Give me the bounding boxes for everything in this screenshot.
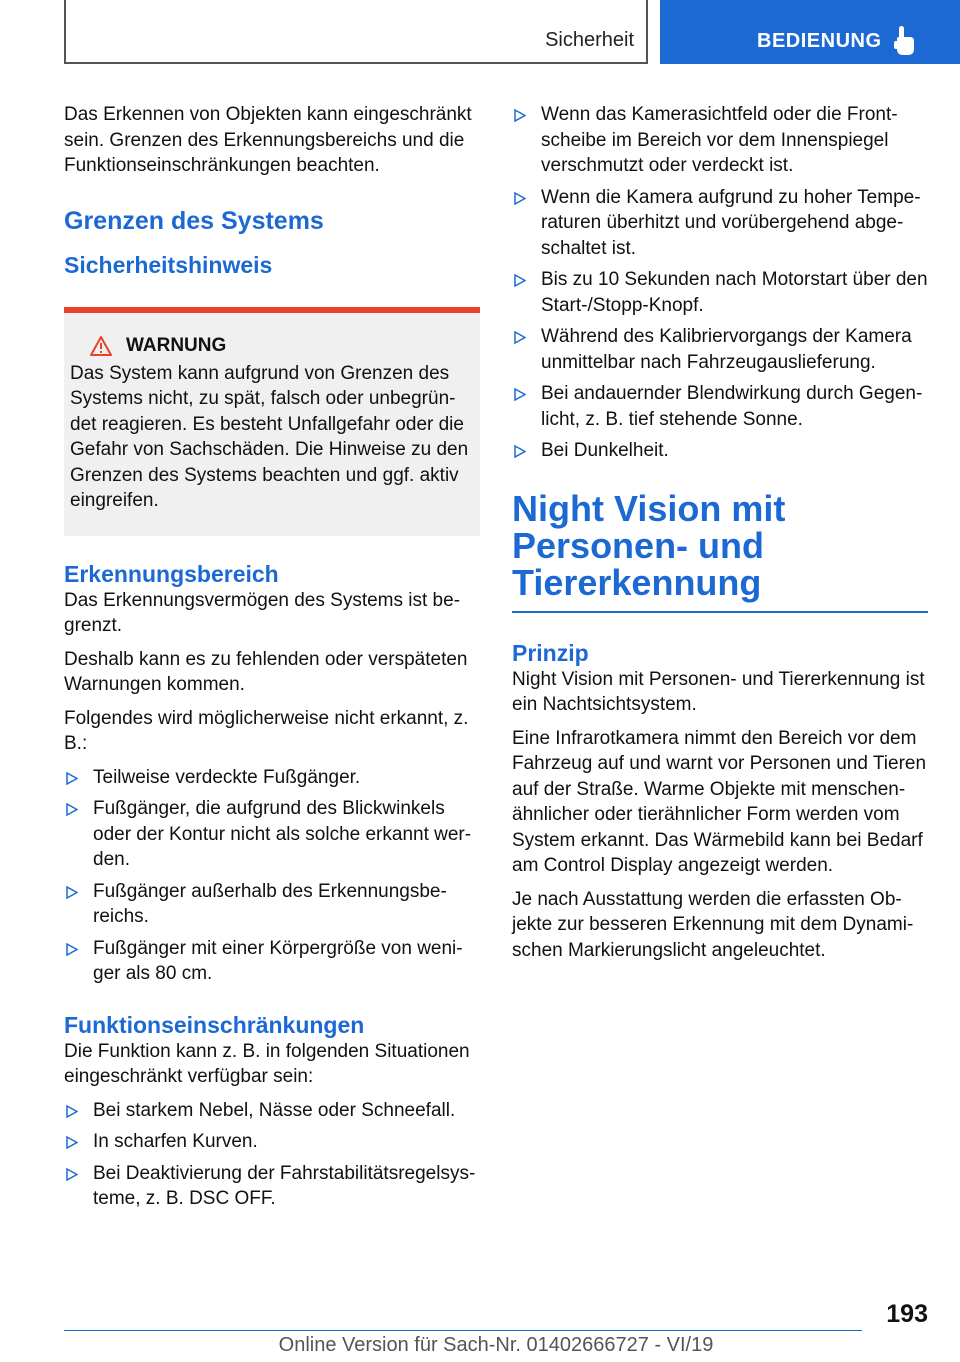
bullet-triangle-icon — [514, 274, 526, 287]
funktion-list — [64, 1098, 480, 1212]
list-item-text: Wenn die Kamera aufgrund zu hoher Temperaturen überhitzt und vorübergehend abgeschaltet ist. — [541, 186, 921, 259]
list-item — [64, 936, 480, 987]
heading-prinzip: Prinzip — [512, 639, 589, 666]
header-section-label: Sicherheit — [545, 29, 634, 51]
list-item-text: Während des Kalibriervorgangs der Kamera unmittelbar nach Fahrzeugauslieferung. — [541, 326, 912, 373]
header-chapter-tab — [660, 0, 960, 64]
page-number: 193 — [886, 1300, 928, 1328]
list-item — [512, 324, 928, 375]
bullet-triangle-icon — [514, 445, 526, 458]
header-chapter-label: BEDIENUNG — [757, 30, 882, 52]
bullet-triangle-icon — [66, 943, 78, 956]
bullet-triangle-icon — [66, 1136, 78, 1149]
warning-title-row — [70, 335, 474, 357]
bullet-triangle-icon — [66, 1105, 78, 1118]
heading-funktionseinschraenkungen: Funktionseinschränkungen — [64, 1011, 365, 1038]
heading-night-vision: Night Vision mit Personen- und Tiererkennung — [512, 490, 928, 613]
heading-grenzen-des-systems: Grenzen des Systems — [64, 206, 324, 235]
bullet-triangle-icon — [66, 803, 78, 816]
footer-text: Online Version für Sach-Nr. 01402666727 - VI/19 — [278, 1334, 714, 1356]
erkennung-paragraph-1: Das Erkennungsvermögen des Systems ist begrenzt. — [64, 589, 461, 636]
bullet-triangle-icon — [514, 388, 526, 401]
list-item — [512, 185, 928, 262]
list-item — [64, 1161, 480, 1212]
warning-text: Das System kann aufgrund von Grenzen des Systems nicht, zu spät, falsch oder unbegründet reagieren. Es besteht Unfallgefahr oder die Gefahr von Sachschäden. Die Hinweise zu den Grenzen des Systems beachten und ggf. aktiv eingreifen. — [70, 362, 469, 511]
intro-paragraph: Das Erkennen von Objekten kann eingeschränkt sein. Grenzen des Erkennungsbereichs und die Funktionseinschränkungen beachten. — [64, 104, 472, 176]
prinzip-paragraph-1: Night Vision mit Personen- und Tiererkennung ist ein Nachtsichtsystem. — [512, 668, 925, 715]
list-item — [64, 765, 480, 791]
list-item-text: Bei Deaktivierung der Fahrstabilitätsregelsysteme, z. B. DSC OFF. — [93, 1162, 476, 1209]
list-item — [64, 1129, 480, 1155]
list-item-text: Bei andauernder Blendwirkung durch Gegenlicht, z. B. tief stehende Sonne. — [541, 383, 923, 430]
erkennung-list — [64, 765, 480, 987]
footer-rule — [64, 1330, 862, 1331]
heading-erkennungsbereich: Erkennungsbereich — [64, 560, 279, 587]
erkennung-paragraph-3: Folgendes wird möglicherweise nicht erkannt, z. B.: — [64, 707, 469, 754]
bullet-triangle-icon — [514, 192, 526, 205]
pointing-hand-icon — [894, 26, 916, 56]
warning-box — [64, 307, 480, 536]
list-item — [512, 381, 928, 432]
list-item-text: Bei Dunkelheit. — [541, 440, 669, 461]
left-column — [64, 102, 480, 1220]
list-item-text: In scharfen Kurven. — [93, 1131, 258, 1152]
list-item — [64, 879, 480, 930]
bullet-triangle-icon — [66, 886, 78, 899]
list-item-text: Wenn das Kamerasichtfeld oder die Frontscheibe im Bereich vor dem Innenspiegel verschmutzt oder verdeckt ist. — [541, 104, 898, 176]
list-item-text: Fußgänger mit einer Körpergröße von weniger als 80 cm. — [93, 937, 463, 984]
warning-title: WARNUNG — [126, 334, 227, 356]
situation-list — [512, 102, 928, 464]
bullet-triangle-icon — [66, 772, 78, 785]
list-item-text: Fußgänger außerhalb des Erkennungsbereichs. — [93, 880, 447, 927]
bullet-triangle-icon — [514, 109, 526, 122]
list-item — [512, 438, 928, 464]
list-item-text: Fußgänger, die aufgrund des Blickwinkels oder der Kontur nicht als solche erkannt werden. — [93, 798, 472, 870]
bullet-triangle-icon — [514, 331, 526, 344]
warning-triangle-icon — [90, 336, 112, 356]
list-item — [64, 796, 480, 873]
funktion-paragraph-1: Die Funktion kann z. B. in folgenden Situationen eingeschränkt verfügbar sein: — [64, 1040, 470, 1087]
list-item-text: Teilweise verdeckte Fußgänger. — [93, 766, 361, 788]
list-item — [64, 1098, 480, 1124]
list-item-text: Bei starkem Nebel, Nässe oder Schneefall. — [93, 1099, 456, 1121]
prinzip-paragraph-3: Je nach Ausstattung werden die erfassten Objekte zur besseren Erkennung mit dem Dynamischen Markierungslicht angeleuchtet. — [512, 888, 914, 961]
heading-sicherheitshinweis: Sicherheitshinweis — [64, 251, 273, 278]
right-column — [512, 102, 928, 971]
header-section-tab — [64, 0, 648, 64]
erkennung-paragraph-2: Deshalb kann es zu fehlenden oder verspäteten Warnungen kommen. — [64, 648, 468, 695]
list-item — [512, 267, 928, 318]
list-item-text: Bis zu 10 Sekunden nach Motorstart über den Start-/Stopp-Knopf. — [541, 269, 928, 316]
prinzip-paragraph-2: Eine Infrarotkamera nimmt den Bereich vor dem Fahrzeug auf und warnt vor Personen und Tieren auf der Straße. Warme Objekte mit menschenähnlicher oder tierähnlicher Form werden vom System erkannt. Das Wärmebild kann bei Bedarf am Control Display angezeigt werden. — [512, 727, 927, 876]
bullet-triangle-icon — [66, 1168, 78, 1181]
list-item — [512, 102, 928, 179]
